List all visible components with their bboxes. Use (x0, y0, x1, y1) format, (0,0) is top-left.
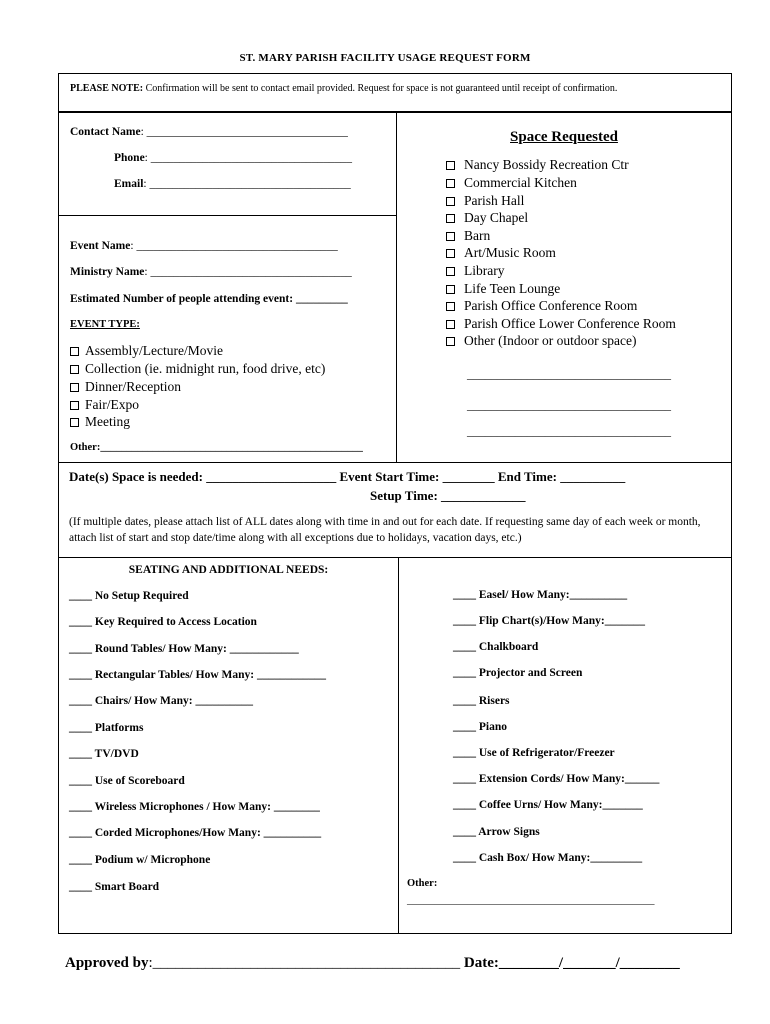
seating-item[interactable]: ____ Platforms (69, 722, 144, 734)
checkbox-icon[interactable] (446, 337, 455, 346)
ministry-name-label: Ministry Name (70, 266, 145, 278)
space-option-label: Other (Indoor or outdoor space) (464, 333, 637, 348)
space-option-label: Parish Office Conference Room (464, 298, 638, 313)
space-option-label: Parish Hall (464, 193, 525, 208)
seating-needs-left (58, 557, 399, 934)
checkbox-icon[interactable] (70, 418, 79, 427)
phone-label: Phone (114, 152, 145, 164)
seating-item[interactable]: ____ TV/DVD (69, 748, 139, 760)
seating-item[interactable]: ____ Easel/ How Many:__________ (453, 589, 628, 601)
dates-instructions: (If multiple dates, please attach list of ALL dates along with time in and out for each date. If requesting same day of each week or month, attach list of start and stop date/time along with all exceptions due to holidays, vacation days, etc.) (69, 516, 701, 544)
event-type-option[interactable] (70, 361, 325, 377)
approval-line[interactable] (65, 955, 680, 972)
space-option[interactable] (446, 245, 556, 261)
event-type-label-text: Assembly/Lecture/Movie (85, 343, 223, 358)
event-type-option[interactable] (70, 397, 139, 413)
checkbox-icon[interactable] (70, 365, 79, 374)
event-type-label-text: Dinner/Reception (85, 379, 181, 394)
space-option-label: Nancy Bossidy Recreation Ctr (464, 157, 629, 172)
seating-heading: SEATING AND ADDITIONAL NEEDS: (128, 564, 329, 576)
space-option[interactable] (446, 263, 504, 279)
space-requested-title: Space Requested (510, 129, 618, 145)
attendance-field[interactable]: Estimated Number of people attending event: _________ (70, 293, 348, 305)
event-type-label-text: Collection (ie. midnight run, food drive, etc) (85, 361, 326, 376)
event-type-label-text: Meeting (85, 414, 130, 429)
event-section (58, 215, 397, 463)
space-requested-section (396, 112, 732, 463)
space-option-label: Barn (464, 228, 491, 243)
event-name-field[interactable] (70, 240, 338, 252)
seating-item[interactable]: ____ Use of Refrigerator/Freezer (453, 747, 615, 759)
seating-other-line[interactable]: _____________________________________________ (407, 894, 655, 906)
dates-section (58, 462, 732, 558)
checkbox-icon[interactable] (70, 347, 79, 356)
contact-name-label: Contact Name (70, 126, 141, 138)
seating-item[interactable]: ____ No Setup Required (69, 590, 189, 602)
ministry-name-blank[interactable]: : ___________________________________ (144, 266, 352, 278)
seating-item[interactable]: ____ Arrow Signs (453, 826, 540, 838)
checkbox-icon[interactable] (446, 302, 455, 311)
event-other-field[interactable]: Other:__________________________________________________ (70, 442, 363, 453)
space-option-label: Library (464, 263, 505, 278)
checkbox-icon[interactable] (446, 232, 455, 241)
seating-item[interactable]: ____ Cash Box/ How Many:_________ (453, 852, 643, 864)
approved-by-label: Approved by (65, 955, 149, 971)
seating-item[interactable]: ____ Piano (453, 721, 507, 733)
phone-blank[interactable]: : ___________________________________ (144, 152, 352, 164)
checkbox-icon[interactable] (446, 197, 455, 206)
checkbox-icon[interactable] (70, 383, 79, 392)
event-name-label: Event Name (70, 240, 131, 252)
space-option-label: Art/Music Room (464, 245, 556, 260)
seating-needs-right (398, 557, 732, 934)
space-option[interactable] (446, 157, 629, 173)
seating-other-label: Other: (407, 878, 438, 889)
ministry-name-field[interactable] (70, 266, 352, 278)
other-space-line[interactable]: __________________________________ (467, 398, 671, 412)
checkbox-icon[interactable] (446, 267, 455, 276)
email-label: Email (114, 178, 144, 190)
space-option[interactable] (446, 316, 676, 332)
please-note-text: Confirmation will be sent to contact email provided. Request for space is not guaranteed until receipt of confirmation. (143, 83, 618, 94)
please-note-label: PLEASE NOTE: (70, 83, 144, 94)
space-option[interactable] (446, 281, 560, 297)
seating-item[interactable]: ____ Chairs/ How Many: __________ (69, 695, 253, 707)
event-type-label-text: Fair/Expo (85, 397, 139, 412)
event-name-blank[interactable]: : ___________________________________ (130, 240, 338, 252)
seating-item[interactable]: ____ Coffee Urns/ How Many:_______ (453, 799, 643, 811)
seating-item[interactable]: ____ Round Tables/ How Many: ____________ (69, 643, 299, 655)
contact-name-field[interactable] (70, 126, 348, 138)
email-field[interactable] (114, 178, 351, 190)
contact-section (58, 112, 397, 216)
seating-item[interactable]: ____ Use of Scoreboard (69, 775, 185, 787)
seating-item[interactable]: ____ Smart Board (69, 881, 160, 893)
seating-item[interactable]: ____ Key Required to Access Location (69, 616, 257, 628)
checkbox-icon[interactable] (446, 285, 455, 294)
space-option[interactable] (446, 175, 577, 191)
other-space-line[interactable]: __________________________________ (467, 367, 671, 381)
contact-name-blank[interactable]: : ___________________________________ (140, 126, 348, 138)
space-option[interactable] (446, 333, 636, 349)
seating-item[interactable]: ____ Corded Microphones/How Many: __________ (69, 827, 322, 839)
seating-item[interactable]: ____ Podium w/ Microphone (69, 854, 211, 866)
event-type-option[interactable] (70, 343, 223, 359)
space-option-label: Day Chapel (464, 210, 529, 225)
dates-times-line[interactable]: Date(s) Space is needed: ____________________ Event Start Time: ________ End Time: __________ (69, 469, 626, 484)
seating-item[interactable]: ____ Wireless Microphones / How Many: ________ (69, 801, 320, 813)
seating-item[interactable]: ____ Chalkboard (453, 641, 539, 653)
seating-item[interactable]: ____ Extension Cords/ How Many:______ (453, 773, 660, 785)
form-title: ST. MARY PARISH FACILITY USAGE REQUEST FORM (239, 52, 531, 64)
seating-item[interactable]: ____ Rectangular Tables/ How Many: ____________ (69, 669, 326, 681)
setup-time-line[interactable]: Setup Time: _____________ (370, 488, 526, 503)
checkbox-icon[interactable] (70, 401, 79, 410)
space-option-label: Parish Office Lower Conference Room (464, 316, 676, 331)
checkbox-icon[interactable] (446, 320, 455, 329)
space-option-label: Life Teen Lounge (464, 281, 561, 296)
email-blank[interactable]: : ___________________________________ (143, 178, 351, 190)
approval-date[interactable]: Date:________/_______/________ (460, 955, 680, 971)
event-type-option[interactable] (70, 414, 130, 430)
event-type-label: EVENT TYPE: (70, 319, 140, 330)
space-option[interactable] (446, 298, 637, 314)
checkbox-icon[interactable] (446, 179, 455, 188)
event-type-option[interactable] (70, 379, 181, 395)
approved-by-blank[interactable]: :_________________________________________ (148, 955, 461, 971)
checkbox-icon[interactable] (446, 249, 455, 258)
seating-item[interactable]: ____ Flip Chart(s)/How Many:_______ (453, 615, 645, 627)
checkbox-icon[interactable] (446, 161, 455, 170)
space-option[interactable] (446, 210, 528, 226)
space-option[interactable] (446, 228, 490, 244)
seating-item[interactable]: ____ Risers (453, 695, 510, 707)
space-option[interactable] (446, 193, 524, 209)
space-option-label: Commercial Kitchen (464, 175, 577, 190)
checkbox-icon[interactable] (446, 214, 455, 223)
phone-field[interactable] (114, 152, 352, 164)
other-space-line[interactable]: __________________________________ (467, 424, 671, 438)
seating-item[interactable]: ____ Projector and Screen (453, 667, 583, 679)
please-note-box (58, 73, 732, 112)
